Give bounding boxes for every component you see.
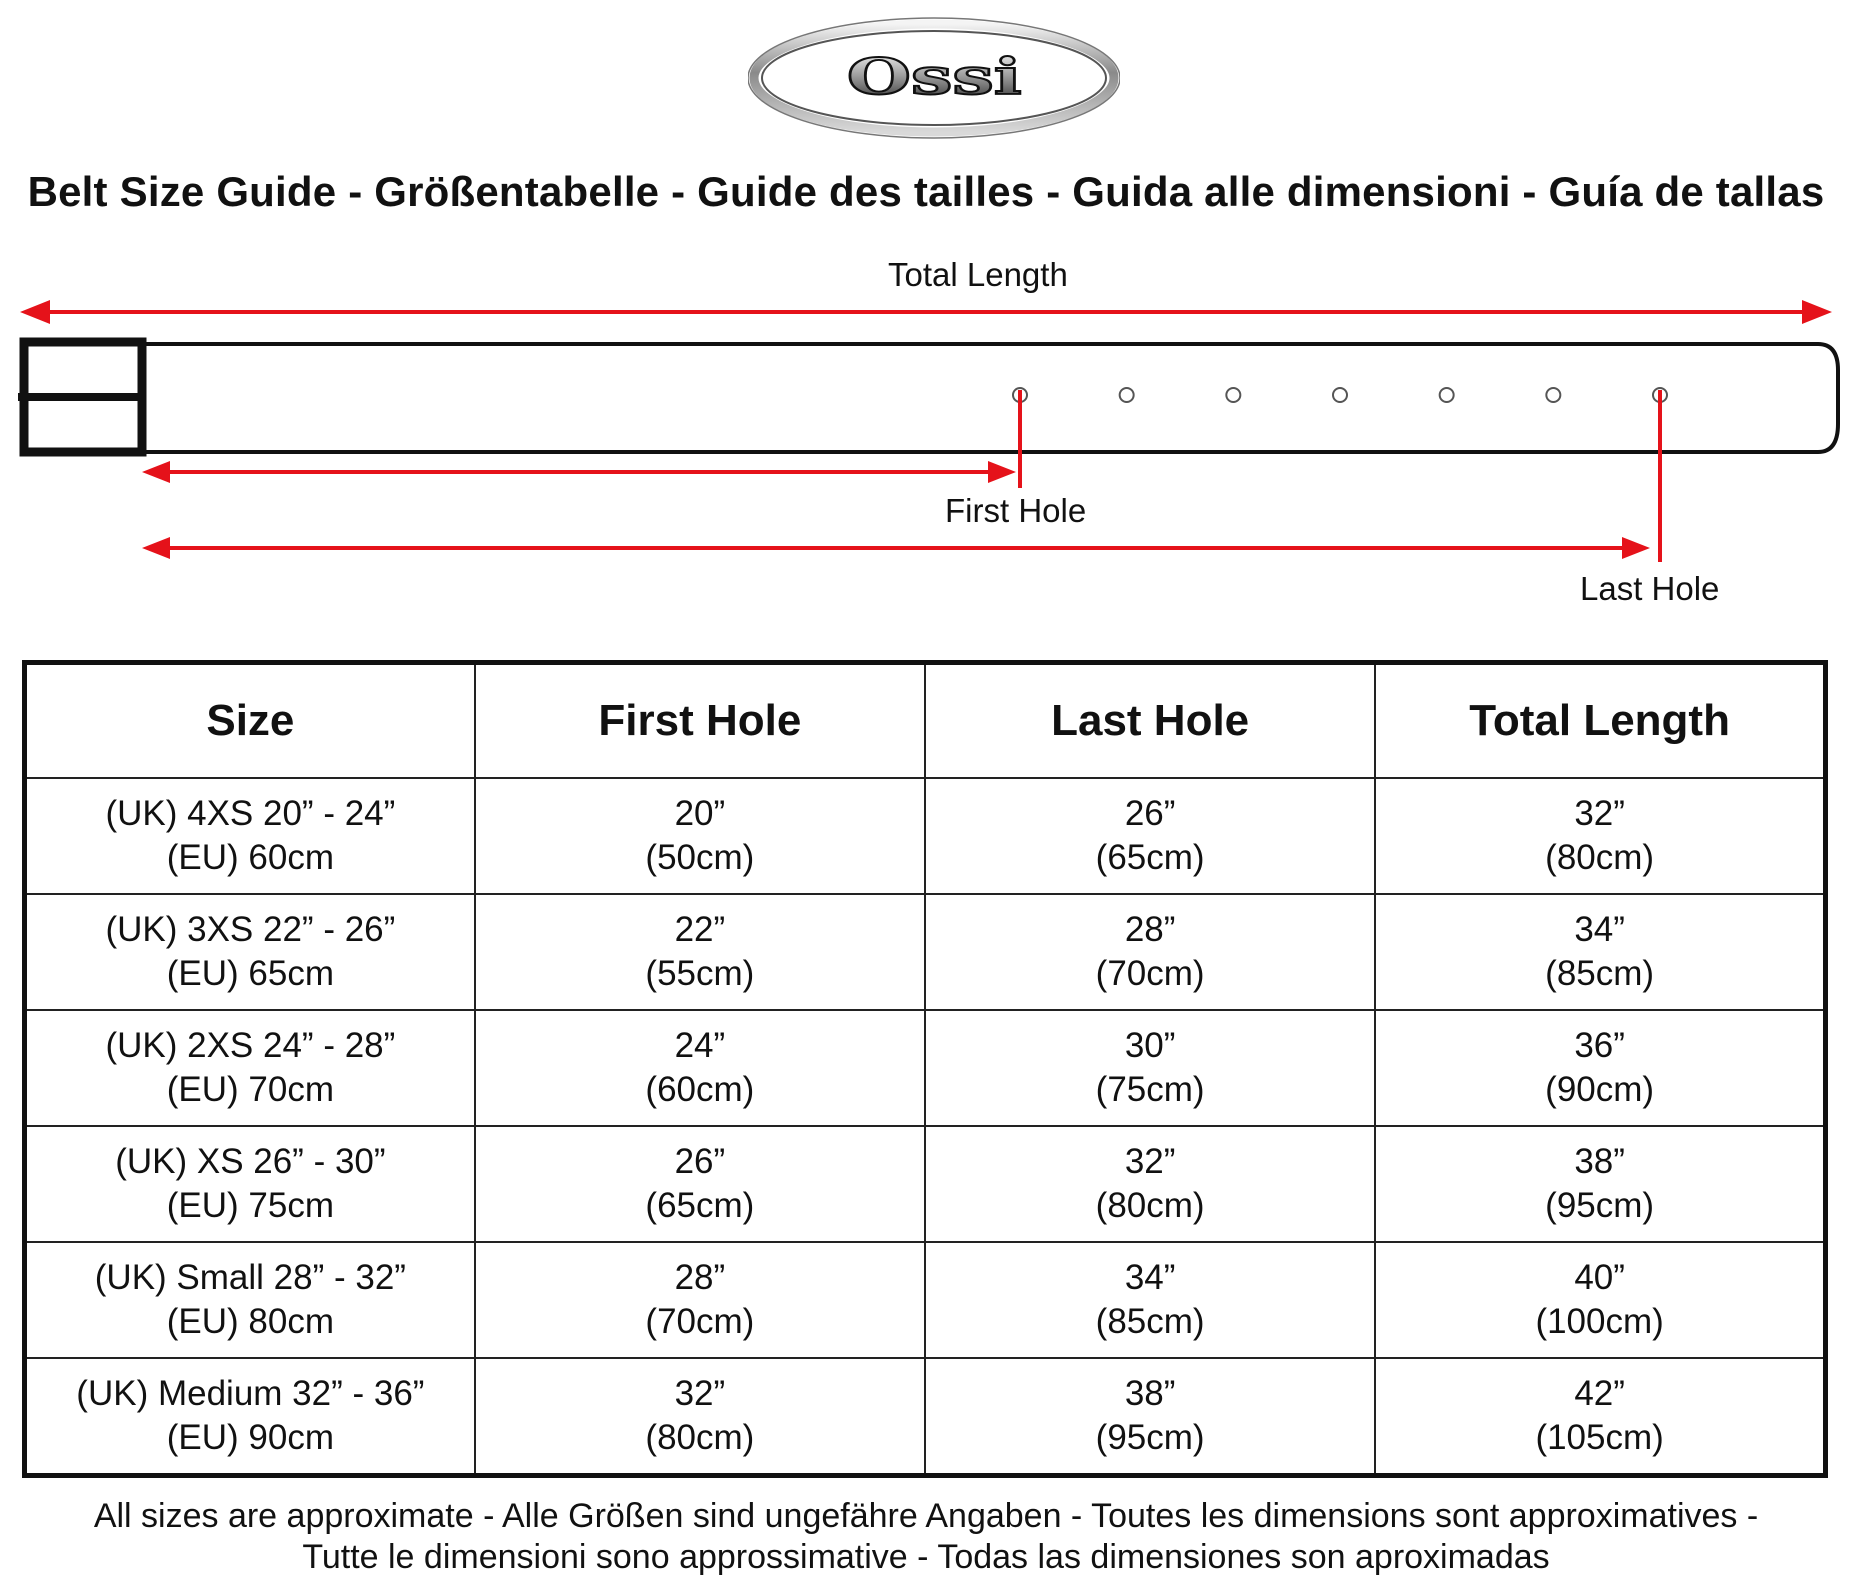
total-length-cm: (100cm) <box>1535 1302 1664 1341</box>
first-hole-label: First Hole <box>945 492 1087 529</box>
first-hole-cell <box>475 894 925 1010</box>
last-hole-inches: 32” <box>1124 1142 1176 1181</box>
total-length-cell <box>1375 1242 1825 1358</box>
first-hole-cell <box>475 778 925 894</box>
last-hole-cell <box>925 1010 1375 1126</box>
size-uk: (UK) 3XS 22” - 26” <box>105 910 396 949</box>
table-row <box>25 894 1826 1010</box>
table-header-row <box>25 663 1826 779</box>
total-length-inches: 34” <box>1574 910 1625 949</box>
last-hole-cell <box>925 1126 1375 1242</box>
belt-diagram <box>0 0 1852 620</box>
column-header-total-length: Total Length <box>1375 663 1825 779</box>
first-hole-cm: (65cm) <box>645 1186 755 1225</box>
size-eu: (EU) 65cm <box>166 954 334 993</box>
last-hole-inches: 28” <box>1124 910 1176 949</box>
last-hole-inches: 38” <box>1124 1374 1176 1413</box>
last-hole-inches: 30” <box>1124 1026 1176 1065</box>
size-eu: (EU) 80cm <box>166 1302 334 1341</box>
total-length-cell <box>1375 778 1825 894</box>
size-cell <box>25 1010 475 1126</box>
last-hole-label: Last Hole <box>1580 570 1720 607</box>
first-hole-cell <box>475 1242 925 1358</box>
column-header-size: Size <box>25 663 475 779</box>
total-length-cm: (95cm) <box>1545 1186 1655 1225</box>
total-length-cell <box>1375 1126 1825 1242</box>
last-hole-cm: (80cm) <box>1095 1186 1205 1225</box>
first-hole-cm: (80cm) <box>645 1418 755 1457</box>
total-length-inches: 32” <box>1574 794 1625 833</box>
column-header-last-hole: Last Hole <box>925 663 1375 779</box>
size-eu: (EU) 70cm <box>166 1070 334 1109</box>
total-length-cell <box>1375 1010 1825 1126</box>
first-hole-cell <box>475 1358 925 1476</box>
last-hole-cm: (70cm) <box>1095 954 1205 993</box>
first-hole-inches: 26” <box>674 1142 726 1181</box>
belt-hole <box>1120 388 1134 402</box>
size-eu: (EU) 60cm <box>166 838 334 877</box>
first-hole-inches: 32” <box>674 1374 726 1413</box>
belt-hole <box>1440 388 1454 402</box>
last-hole-cell <box>925 1358 1375 1476</box>
first-hole-cell <box>475 1010 925 1126</box>
first-hole-inches: 24” <box>674 1026 726 1065</box>
total-length-cm: (85cm) <box>1545 954 1655 993</box>
total-length-inches: 38” <box>1574 1142 1625 1181</box>
size-eu: (EU) 90cm <box>166 1418 334 1457</box>
total-length-cell <box>1375 894 1825 1010</box>
footer-line-1: All sizes are approximate - Alle Größen sind ungefähre Angaben - Toutes les dimensions sont approximatives - <box>93 1497 1759 1535</box>
table-row <box>25 778 1826 894</box>
total-length-cm: (80cm) <box>1545 838 1655 877</box>
belt-strap <box>142 344 1838 452</box>
total-length-inches: 36” <box>1574 1026 1625 1065</box>
first-hole-cm: (70cm) <box>645 1302 755 1341</box>
size-cell <box>25 894 475 1010</box>
last-hole-cell <box>925 1242 1375 1358</box>
page-title: Belt Size Guide - Größentabelle - Guide des tailles - Guida alle dimensioni - Guía de tallas <box>27 168 1825 215</box>
belt-hole <box>1333 388 1347 402</box>
size-cell <box>25 1126 475 1242</box>
first-hole-cm: (50cm) <box>645 838 755 877</box>
size-uk: (UK) 2XS 24” - 28” <box>105 1026 396 1065</box>
approximate-sizes-note <box>0 1496 1852 1578</box>
table-row <box>25 1126 1826 1242</box>
first-hole-inches: 22” <box>674 910 726 949</box>
belt-size-table <box>22 660 1828 1478</box>
total-length-cm: (105cm) <box>1535 1418 1664 1457</box>
total-length-inches: 40” <box>1574 1258 1625 1297</box>
total-length-cm: (90cm) <box>1545 1070 1655 1109</box>
table-row <box>25 1358 1826 1476</box>
column-header-first-hole: First Hole <box>475 663 925 779</box>
last-hole-cm: (95cm) <box>1095 1418 1205 1457</box>
size-uk: (UK) Medium 32” - 36” <box>76 1374 425 1413</box>
size-uk: (UK) 4XS 20” - 24” <box>105 794 396 833</box>
total-length-inches: 42” <box>1574 1374 1625 1413</box>
last-hole-cm: (75cm) <box>1095 1070 1205 1109</box>
last-hole-inches: 26” <box>1124 794 1176 833</box>
first-hole-cell <box>475 1126 925 1242</box>
size-cell <box>25 778 475 894</box>
size-cell <box>25 1242 475 1358</box>
total-length-arrow <box>20 300 1832 324</box>
size-cell <box>25 1358 475 1476</box>
first-hole-arrow <box>142 390 1020 488</box>
first-hole-cm: (60cm) <box>645 1070 755 1109</box>
footer-line-2: Tutte le dimensioni sono approssimative - Todas las dimensiones son aproximadas <box>302 1538 1550 1576</box>
last-hole-arrow <box>142 390 1660 562</box>
belt-hole <box>1546 388 1560 402</box>
size-uk: (UK) Small 28” - 32” <box>94 1258 406 1297</box>
last-hole-cm: (85cm) <box>1095 1302 1205 1341</box>
first-hole-cm: (55cm) <box>645 954 755 993</box>
total-length-cell <box>1375 1358 1825 1476</box>
first-hole-inches: 28” <box>674 1258 726 1297</box>
last-hole-inches: 34” <box>1124 1258 1176 1297</box>
table-row <box>25 1242 1826 1358</box>
belt-holes <box>1013 388 1667 402</box>
belt-buckle <box>18 342 142 452</box>
last-hole-cm: (65cm) <box>1095 838 1205 877</box>
total-length-label: Total Length <box>888 256 1068 293</box>
last-hole-cell <box>925 894 1375 1010</box>
table-row <box>25 1010 1826 1126</box>
size-uk: (UK) XS 26” - 30” <box>115 1142 386 1181</box>
first-hole-inches: 20” <box>674 794 726 833</box>
logo-wordmark: Ossi <box>846 47 1022 106</box>
belt-hole <box>1226 388 1240 402</box>
last-hole-cell <box>925 778 1375 894</box>
size-eu: (EU) 75cm <box>166 1186 334 1225</box>
